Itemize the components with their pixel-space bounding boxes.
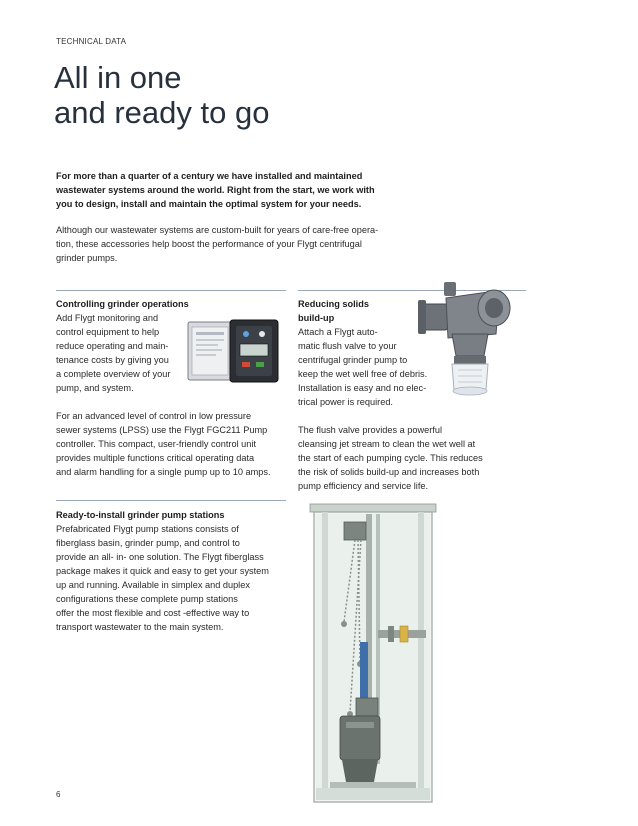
divider — [56, 290, 286, 291]
control-panel-image — [186, 318, 280, 384]
text-line: provides multiple functions critical operating data — [56, 453, 255, 463]
text-line: tenance costs by giving you — [56, 355, 169, 365]
intro-lead-line: you to design, install and maintain the optimal system for your needs. — [56, 199, 362, 209]
intro-lead — [56, 169, 436, 211]
section-label: TECHNICAL DATA — [56, 37, 127, 46]
intro-text — [56, 223, 436, 265]
text-line: a complete overview of your — [56, 369, 171, 379]
text-line: sewer systems (LPSS) use the Flygt FGC211 Pump — [56, 425, 268, 435]
reducing-heading: Reducing solids — [298, 299, 369, 309]
text-line: Add Flygt monitoring and — [56, 313, 159, 323]
pump-station-image — [304, 502, 442, 814]
text-line: and alarm handling for a single pump up to 10 amps. — [56, 467, 271, 477]
intro-lead-line: For more than a quarter of a century we have installed and maintained — [56, 171, 363, 181]
stations-section — [56, 508, 296, 634]
text-line: controller. This compact, user-friendly control unit — [56, 439, 256, 449]
page-number: 6 — [56, 790, 61, 799]
reducing-heading: build-up — [298, 313, 335, 323]
title-line: All in one — [54, 60, 182, 95]
text-line: control equipment to help — [56, 327, 160, 337]
text-line: up and running. Available in simplex and duplex — [56, 580, 250, 590]
text-line: trical power is required. — [298, 397, 393, 407]
stations-heading: Ready-to-install grinder pump stations — [56, 510, 225, 520]
divider — [56, 500, 286, 501]
text-line: matic flush valve to your — [298, 341, 397, 351]
text-line: cleansing jet stream to clean the wet well at — [298, 439, 476, 449]
text-line: Installation is easy and no elec- — [298, 383, 427, 393]
controlling-heading: Controlling grinder operations — [56, 299, 189, 309]
text-line: package makes it quick and easy to get your system — [56, 566, 269, 576]
text-line: offer the most flexible and cost -effective way to — [56, 608, 250, 618]
text-line: keep the wet well free of debris. — [298, 369, 428, 379]
text-line: centrifugal grinder pump to — [298, 355, 408, 365]
page-title — [54, 60, 269, 130]
text-line: the risk of solids build-up and increases both — [298, 467, 480, 477]
text-line: provide an all- in- one solution. The Flygt fiberglass — [56, 552, 264, 562]
text-line: For an advanced level of control in low pressure — [56, 411, 252, 421]
title-line: and ready to go — [54, 95, 270, 130]
flush-valve-image — [418, 276, 518, 398]
text-line: configurations these complete pump stations — [56, 594, 238, 604]
text-line: pump efficiency and service life. — [298, 481, 429, 491]
intro-line: Although our wastewater systems are custom-built for years of care-free opera- — [56, 225, 379, 235]
text-line: the start of each pumping cycle. This reduces — [298, 453, 483, 463]
text-line: pump, and system. — [56, 383, 134, 393]
text-line: The flush valve provides a powerful — [298, 425, 443, 435]
intro-lead-line: wastewater systems around the world. Right from the start, we work with — [56, 185, 375, 195]
text-line: Prefabricated Flygt pump stations consists of — [56, 524, 239, 534]
text-line: reduce operating and main- — [56, 341, 169, 351]
text-line: fiberglass basin, grinder pump, and control to — [56, 538, 240, 548]
intro-line: tion, these accessories help boost the performance of your Flygt centrifugal — [56, 239, 362, 249]
intro-line: grinder pumps. — [56, 253, 118, 263]
text-line: Attach a Flygt auto- — [298, 327, 378, 337]
text-line: transport wastewater to the main system. — [56, 622, 224, 632]
